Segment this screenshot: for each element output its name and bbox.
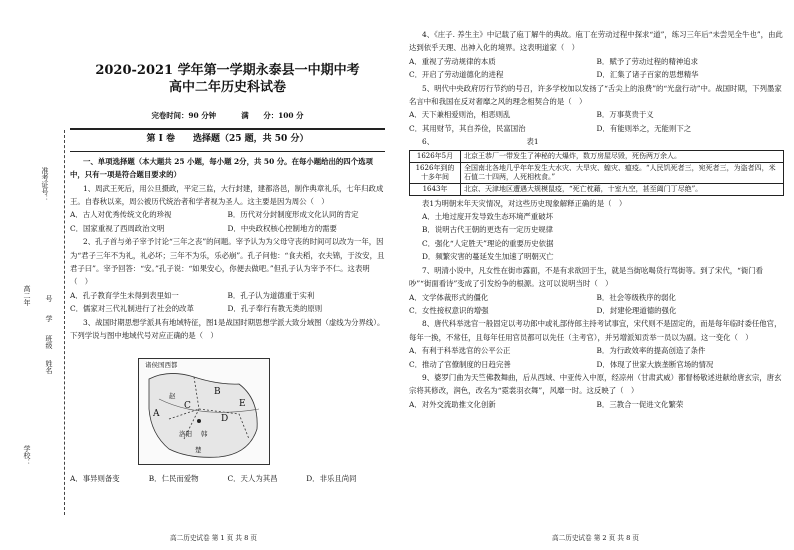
exam-time: 完卷时间：90 分钟 — [151, 111, 217, 120]
table-cell-year: 1626年到的十多年间 — [410, 162, 461, 183]
question-7-options-row1 — [409, 291, 784, 304]
q8-option-b[interactable]: B．为行政效率的提高创造了条件 — [596, 346, 706, 356]
question-9-stem: 9、婆罗门曲为天竺佛教舞曲，后从西域、中亚传入中原，经凉州（甘肃武威）都督杨敬述进献给唐玄宗，唐玄宗将其修改，润色，改名为“霓裳羽衣舞”，风靡一时。这反映了（ ） — [409, 372, 782, 396]
question-8-options-row1 — [409, 344, 784, 357]
full-score: 满 分：100 分 — [241, 111, 304, 120]
q2-option-d[interactable]: D．孔子奉行有教无类的原则 — [227, 304, 323, 314]
exam-page-2 — [397, 0, 794, 550]
q9-option-a[interactable]: A．对外交流助推文化创新 — [409, 399, 496, 409]
question-7-stem: 7、明清小说中，凡女性在街市露面，不是有求欲回于生，就是当街吆喝货行骂街等。到了宋代，“衙门看吵”“街面看诗”变成了引发纷争的根源。这可以说明当时（ ） — [409, 265, 764, 289]
q8-option-c[interactable]: C．推动了官僚制度的日趋完善 — [409, 359, 511, 369]
page-2-body — [409, 28, 784, 411]
q6-option-b[interactable]: B．说明古代王朝的更迭有一定历史规律 — [422, 225, 554, 235]
exam-title: 2020-2021 学年第一学期永泰县一中期中考 — [95, 63, 360, 78]
binding-field-class: 班级 — [45, 335, 53, 349]
binding-margin-line — [64, 130, 65, 515]
table-cell-event: 北京王恭厂一带发生了神秘的大爆炸，数万房屋尽毁，死伤两万余人。 — [461, 150, 784, 162]
q5-option-b[interactable]: B．万事莫贵于义 — [596, 110, 654, 120]
map-title: 诸侯国西都 — [145, 361, 178, 369]
q5-option-d[interactable]: D．有能则举之，无能则下之 — [596, 123, 692, 133]
q3-option-a[interactable]: A．事异则备变 — [70, 474, 120, 483]
q2-option-a[interactable]: A．孔子教育学生未得到表里如一 — [70, 290, 179, 300]
binding-field-student: 学 — [45, 315, 53, 322]
binding-field-name: 姓名 — [45, 360, 53, 374]
q6-option-a[interactable]: A．土地过度开发导致生态环境严重破坏 — [422, 212, 553, 222]
page-1-footer: 高二历史试卷 第 1 页 共 8 页 — [170, 534, 257, 542]
question-6-stem: 6、 表1 — [422, 137, 539, 147]
volume-heading: 第 I 卷 选择题（25 题，共 50 分） — [146, 134, 309, 145]
q3-option-d[interactable]: D．非乐且尚同 — [306, 474, 357, 483]
q1-option-b[interactable]: B．历代对分封制度形成文化认同的肯定 — [227, 210, 359, 220]
table-cell-event: 全国南北各地几乎年年发生大水灾、大旱灾、蝗灾、瘟疫。“人民饥死者三，宛死者三，为盗者四，米石值二十四两，人死相枕食。” — [461, 162, 784, 183]
map-region-c: C — [184, 401, 191, 411]
question-3-options — [70, 472, 385, 485]
question-2-stem: 2、孔子首与弟子宰予讨论“三年之丧”的问题。宰予认为为父母守丧的时间可以改为一年，因为“君子三年不为礼，礼必坏；三年不为乐，乐必崩”。孔子问他：“食夫稻，衣夫锦，于汝安，且君子曰”。宰予回答：“安。”孔子说：“如果安心，你便去做吧。”但孔子认为宰予不仁。这表明（ ） — [70, 237, 385, 287]
q6-option-d[interactable]: D．频繁灾害的蔓延发生加速了明朝灭亡 — [422, 252, 554, 262]
question-5-options-row2 — [409, 122, 784, 135]
binding-field-school: 学校： — [23, 445, 31, 466]
section-instruction: 一、单项选择题（本大题共 25 小题，每小题 2分，共 50 分。在每小题给出的四个选项中，只有一项是符合题目要求的） — [70, 156, 373, 180]
q7-option-c[interactable]: C．女性接权意识的增强 — [409, 305, 489, 315]
q5-option-a[interactable]: A．天下兼相爱则治，相恶则乱 — [409, 110, 511, 120]
question-9-options-row1 — [409, 398, 784, 411]
q7-option-b[interactable]: B．社会等级秩序的弱化 — [596, 292, 676, 302]
question-3-stem: 3、战国时期思想学派具有地域特征，图1是战国时期思想学派大致分域图（虚线为分界线）。下列学说与图中地域代号对应正确的是（ ） — [70, 317, 385, 341]
q8-option-a[interactable]: A．有利于科举选官的公平公正 — [409, 346, 511, 356]
binding-field-seat: 号 — [45, 295, 53, 302]
binding-margin-fields — [14, 167, 60, 515]
header-rule — [70, 128, 385, 130]
q1-option-d[interactable]: D．中央政权核心控制地方的需要 — [227, 223, 337, 233]
q2-option-b[interactable]: B．孔子认为道德重于实利 — [227, 290, 315, 300]
table-1 — [409, 150, 784, 196]
map-state-han: 韩 — [201, 430, 208, 438]
q1-option-c[interactable]: C．国家重视了西周政治文明 — [70, 223, 165, 233]
map-region-d: D — [221, 414, 229, 424]
question-5-stem: 5、明代中央政府厉行节约的号召，许多学校加以发扬了“舌尖上的浪费”的“光盘行动”中。战国时期，下列墨家名言中和我国在反对奢靡之风的理念相契合的是（ ） — [409, 83, 782, 107]
question-8-options-row2 — [409, 358, 784, 371]
question-4-stem: 4、《庄子. 养生主》中记载了庖丁解牛的典故。庖丁在劳动过程中探求“道”，练习三年后“未尝见全牛也”，由此达到依乎天理、出神入化的境界。这表明道家（ ） — [409, 30, 783, 53]
map-state-zhao: 赵 — [169, 392, 176, 400]
question-4-options-row1 — [409, 55, 784, 68]
table-cell-event: 北京、天津地区遭遇大规模鼠疫，“死亡枕藉，十室九空，甚至阖门丁尽绝”。 — [461, 183, 784, 195]
exam-subtitle: 高中二年历史科试卷 — [168, 80, 286, 95]
q3-option-b[interactable]: B．仁民而爱物 — [148, 474, 199, 483]
q7-option-d[interactable]: D．封建伦理道德的强化 — [596, 305, 677, 315]
question-2-options-row2 — [70, 302, 385, 315]
question-5-options-row1 — [409, 108, 784, 121]
page-2-footer: 高二历史试卷 第 2 页 共 8 页 — [552, 534, 639, 542]
volume-rule — [70, 151, 385, 152]
question-4-options-row2 — [409, 68, 784, 81]
page-1-body — [70, 62, 385, 343]
map-state-chu: 楚 — [195, 446, 202, 454]
binding-field-grade: 高二年 — [23, 285, 31, 306]
question-1-options-row2 — [70, 222, 385, 235]
q7-option-a[interactable]: A．文学体裁形式的僵化 — [409, 292, 489, 302]
map-region-e: E — [239, 399, 246, 409]
q1-option-a[interactable]: A．古人对优秀传统文化的珍视 — [70, 210, 172, 220]
q4-option-b[interactable]: B．赋予了劳动过程的精神追求 — [596, 56, 699, 66]
q3-option-c[interactable]: C．天人为其昌 — [227, 474, 278, 483]
q2-option-c[interactable]: C．儒家对三代礼制进行了社会的改革 — [70, 304, 194, 314]
q4-option-d[interactable]: D．汇集了诸子百家的思想精华 — [596, 70, 699, 80]
map-region-b: B — [214, 387, 221, 397]
table-row — [410, 162, 784, 183]
q9-option-b[interactable]: B．三教合一促进文化繁荣 — [596, 399, 684, 409]
table-cell-year: 1626年5月 — [410, 150, 461, 162]
exam-meta — [70, 109, 385, 122]
map-region-a: A — [153, 409, 160, 419]
q4-option-c[interactable]: C．开启了劳动道德化的进程 — [409, 70, 504, 80]
table-row — [410, 150, 784, 162]
question-7-options-row2 — [409, 304, 784, 317]
q5-option-c[interactable]: C．其用财节，其自养俭，民富国治 — [409, 123, 526, 133]
q8-option-d[interactable]: D．体现了世家大族垄断官场的情况 — [596, 359, 714, 369]
question-6-caption: 表1为明朝末年天灾情况，对这些历史现象解释正确的是（ ） — [422, 198, 627, 208]
question-8-stem: 8、唐代科举选官一般固定以考功郎中或礼部侍郎主持考试事宜，宋代则不是固定的，而是每年临时委任他官，每年一换，不常任，且每年任用官员都可以先任（主考官），并另增派知贡举一员以为副。这一变化（ ） — [409, 319, 782, 342]
table-cell-year: 1643年 — [410, 183, 461, 195]
question-1-stem: 1、周武王死后，用公旦摄政，平定三监，大行封建，建都洛邑，制作典章礼乐，七年归政成王。自春秋以来，周公被历代统治者和学者视为圣人。这主要是因为周公（ ） — [70, 183, 384, 207]
warring-states-map — [138, 358, 270, 465]
binding-field-exam-number: 准考证号： — [41, 167, 49, 202]
question-2-options-row1 — [70, 289, 385, 302]
q6-option-c[interactable]: C．强化“人定胜天”理论的重要历史依据 — [422, 238, 554, 248]
map-city-luoyang: 洛阳 — [179, 430, 192, 438]
question-1-options-row1 — [70, 208, 385, 221]
q4-option-a[interactable]: A．重视了劳动规律的本质 — [409, 56, 496, 66]
table-row — [410, 183, 784, 195]
